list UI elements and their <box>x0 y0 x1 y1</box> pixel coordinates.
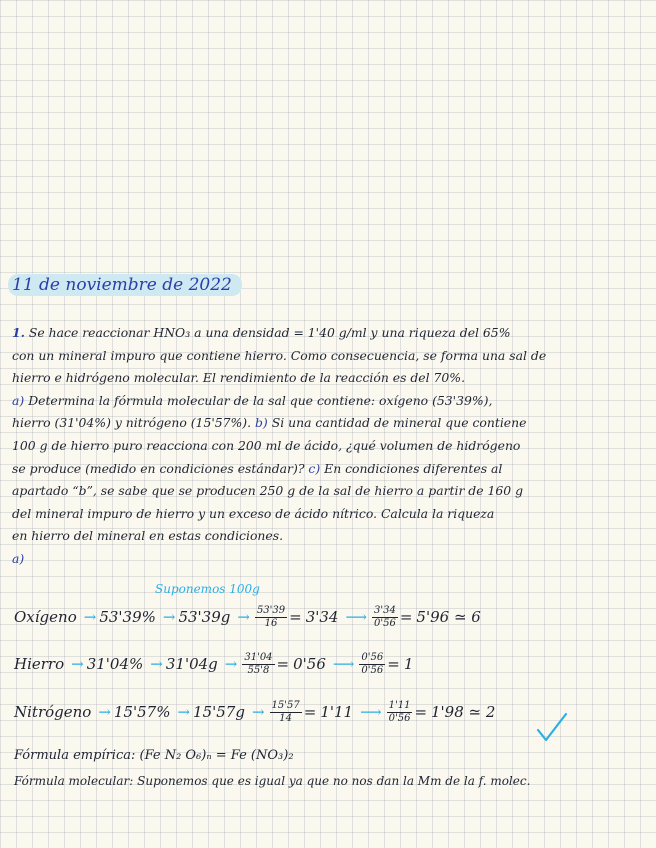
moles: 3'34 <box>305 608 339 626</box>
mass: 31'04g <box>165 655 218 673</box>
problem-line-8: apartado “b”, se sabe que se producen 250 g de la sal de hierro a partir de 160 g <box>12 483 524 499</box>
arrow-icon: → <box>98 703 111 721</box>
problem-line-7: se produce (medido en condiciones estándar)? c) En condiciones diferentes al <box>12 460 503 476</box>
arrow-icon: → <box>150 655 163 673</box>
long-arrow-icon: ⟶ <box>345 608 367 626</box>
problem-number: 1. <box>12 325 25 340</box>
element-name: Hierro <box>14 655 65 673</box>
ratio: 1'98 ≃ 2 <box>431 703 496 721</box>
problem-line-1: 1. Se hace reaccionar HNO₃ a una densidad = 1'40 g/ml y una riqueza del 65% <box>12 325 511 340</box>
problem-statement <box>12 322 652 571</box>
page-date: 11 de noviembre de 2022 <box>12 275 232 295</box>
problem-line-4: a) Determina la fórmula molecular de la sal que contiene: oxígeno (53'39%), <box>12 392 493 408</box>
arrow-icon: → <box>83 608 97 626</box>
percent: 53'39% <box>99 608 156 626</box>
empirical-formula: Fórmula empírica: (Fe N₂ O₆)ₙ = Fe (NO₃)₂ <box>14 748 294 763</box>
element-name: Nitrógeno <box>14 703 92 721</box>
calc-row-oxygen: Oxígeno → 53'39% → 53'39g → $\frac{53'39}{16}$ = 3'34 ⟶ $\frac{3'34}{0'56}$ = 5'96 ≃ 6 <box>14 604 481 629</box>
mass: 53'39g <box>178 608 231 626</box>
answer-a-label: a) <box>12 550 25 566</box>
problem-line-2: con un mineral impuro que contiene hierro. Como consecuencia, se forma una sal de <box>12 347 547 363</box>
part-a-label: a) <box>12 392 25 408</box>
percent: 15'57% <box>113 703 171 721</box>
moles-over-min: $\frac{3'34}{0'56}$ <box>374 604 396 629</box>
date-highlight <box>8 274 242 296</box>
ratio: 5'96 ≃ 6 <box>416 608 481 626</box>
element-name: Oxígeno <box>14 608 77 626</box>
arrow-icon: → <box>237 608 250 626</box>
problem-line-3: hierro e hidrógeno molecular. El rendimiento de la reacción es del 70%. <box>12 370 466 386</box>
calc-row-iron: Hierro → 31'04% → 31'04g → $\frac{31'04}{55'8}$ = 0'56 ⟶ $\frac{0'56}{0'56}$ = 1 <box>14 651 414 676</box>
arrow-icon: → <box>224 655 238 673</box>
moles-over-min: $\frac{1'11}{0'56}$ <box>388 699 411 724</box>
problem-line-10: en hierro del mineral en estas condiciones. <box>12 528 284 544</box>
long-arrow-icon: ⟶ <box>332 655 355 673</box>
part-c-label: c) <box>308 460 321 476</box>
problem-line-5: hierro (31'04%) y nitrógeno (15'57%). b) Si una cantidad de mineral que contiene <box>12 415 527 431</box>
arrow-icon: → <box>71 655 84 673</box>
moles: 0'56 <box>293 655 326 673</box>
problem-line-9: del mineral impuro de hierro y un exceso de ácido nítrico. Calcula la riqueza <box>12 505 495 521</box>
mass-over-molar-mass: $\frac{15'57}{14}$ <box>271 699 300 724</box>
mass-over-molar-mass: $\frac{53'39}{16}$ <box>256 604 286 629</box>
checkmark-icon <box>534 710 570 746</box>
mass: 15'57g <box>193 703 245 721</box>
arrow-icon: → <box>162 608 176 626</box>
molecular-formula: Fórmula molecular: Suponemos que es igual ya que no nos dan la Mm de la f. molec. <box>14 774 531 788</box>
moles: 1'11 <box>320 703 354 721</box>
percent: 31'04% <box>86 655 144 673</box>
long-arrow-icon: ⟶ <box>360 703 382 721</box>
ratio: 1 <box>403 655 414 673</box>
problem-line-6: 100 g de hierro puro reacciona con 200 ml de ácido, ¿qué volumen de hidrógeno <box>12 437 521 453</box>
moles-over-min: $\frac{0'56}{0'56}$ <box>361 651 384 676</box>
assumption-note: Suponemos 100g <box>155 582 260 596</box>
mass-over-molar-mass: $\frac{31'04}{55'8}$ <box>244 651 273 676</box>
arrow-icon: → <box>177 703 191 721</box>
calc-row-nitrogen: Nitrógeno → 15'57% → 15'57g → $\frac{15'57}{14}$ = 1'11 ⟶ $\frac{1'11}{0'56}$ = 1'98 ≃ 2 <box>14 699 496 724</box>
part-b-label: b) <box>255 415 268 431</box>
arrow-icon: → <box>251 703 265 721</box>
